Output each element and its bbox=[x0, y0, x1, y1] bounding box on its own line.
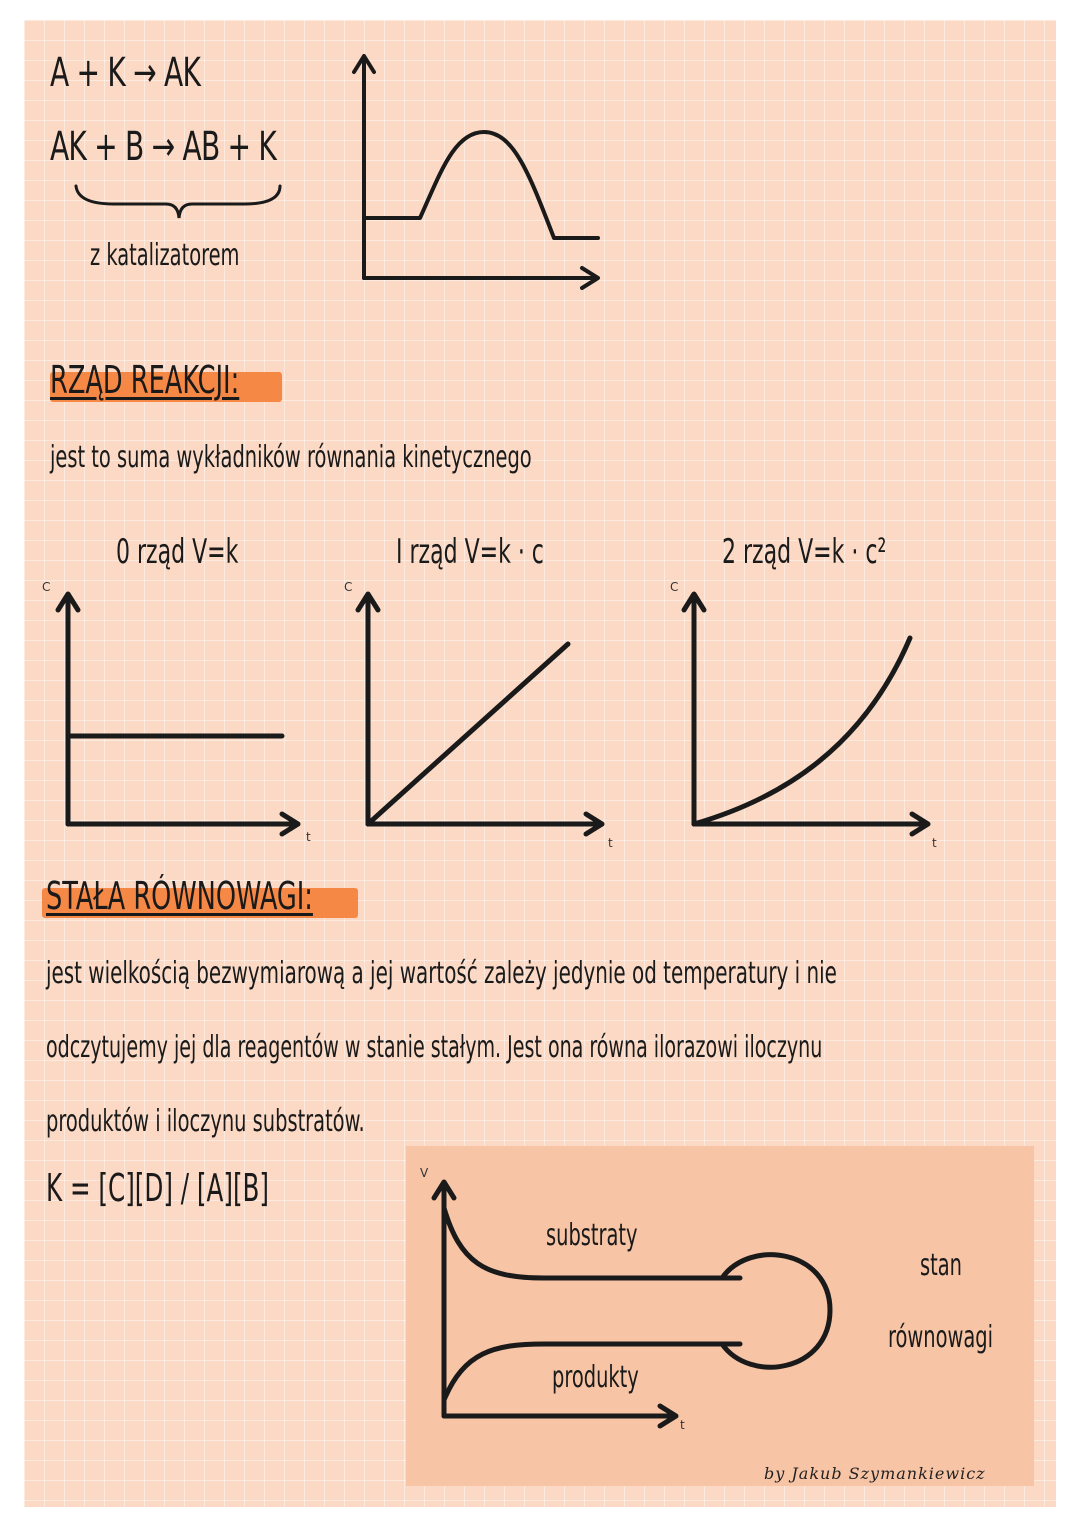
equilibrium-y-label: V bbox=[420, 1166, 429, 1180]
zero-order-y-label: C bbox=[42, 580, 51, 594]
reaction-order-heading: RZĄD REAKCJI: bbox=[50, 358, 240, 402]
zero-order-title: 0 rząd V=k bbox=[116, 532, 239, 572]
equilibrium-text-line-3: produktów i iloczynu substratów. bbox=[46, 1104, 365, 1139]
first-order-line bbox=[368, 644, 568, 824]
curly-brace bbox=[74, 182, 284, 222]
equilibrium-x-label: t bbox=[680, 1418, 685, 1432]
products-label: produkty bbox=[552, 1360, 639, 1395]
equilibrium-text-line-1: jest wielkością bezwymiarową a jej wartość zależy jedynie od temperatury i nie bbox=[46, 956, 837, 991]
zero-order-x-label: t bbox=[306, 830, 311, 844]
second-order-curve bbox=[694, 638, 910, 824]
substrates-label: substraty bbox=[546, 1218, 638, 1253]
notebook-page bbox=[24, 20, 1056, 1507]
equilibrium-text-line-2: odczytujemy jej dla reagentów w stanie stałym. Jest ona równa ilorazowi iloczynu bbox=[46, 1030, 823, 1065]
first-order-y-label: C bbox=[344, 580, 353, 594]
catalysis-equation-2: AK + B → AB + K bbox=[50, 124, 277, 170]
reaction-order-definition: jest to suma wykładników równania kinetycznego bbox=[50, 440, 532, 475]
equilibrium-heading: STAŁA RÓWNOWAGI: bbox=[46, 874, 313, 918]
equilibrium-state-label-1: stan bbox=[920, 1248, 962, 1283]
second-order-x-label: t bbox=[932, 836, 937, 850]
energy-profile-graph bbox=[344, 46, 614, 296]
first-order-title: I rząd V=k · c bbox=[396, 532, 544, 572]
equilibrium-state-label-2: równowagi bbox=[888, 1320, 994, 1355]
second-order-y-label: C bbox=[670, 580, 679, 594]
catalysis-equation-1: A + K → AK bbox=[50, 50, 201, 96]
zero-order-graph bbox=[48, 586, 308, 836]
first-order-graph bbox=[348, 586, 608, 836]
equilibrium-loop bbox=[722, 1255, 830, 1368]
author-signature: by Jakub Szymankiewicz bbox=[764, 1464, 986, 1483]
first-order-x-label: t bbox=[608, 836, 613, 850]
second-order-graph bbox=[674, 586, 944, 836]
catalysis-caption: z katalizatorem bbox=[90, 238, 240, 273]
second-order-title: 2 rząd V=k · c² bbox=[722, 532, 887, 572]
equilibrium-formula: K = [C][D] / [A][B] bbox=[46, 1166, 270, 1210]
